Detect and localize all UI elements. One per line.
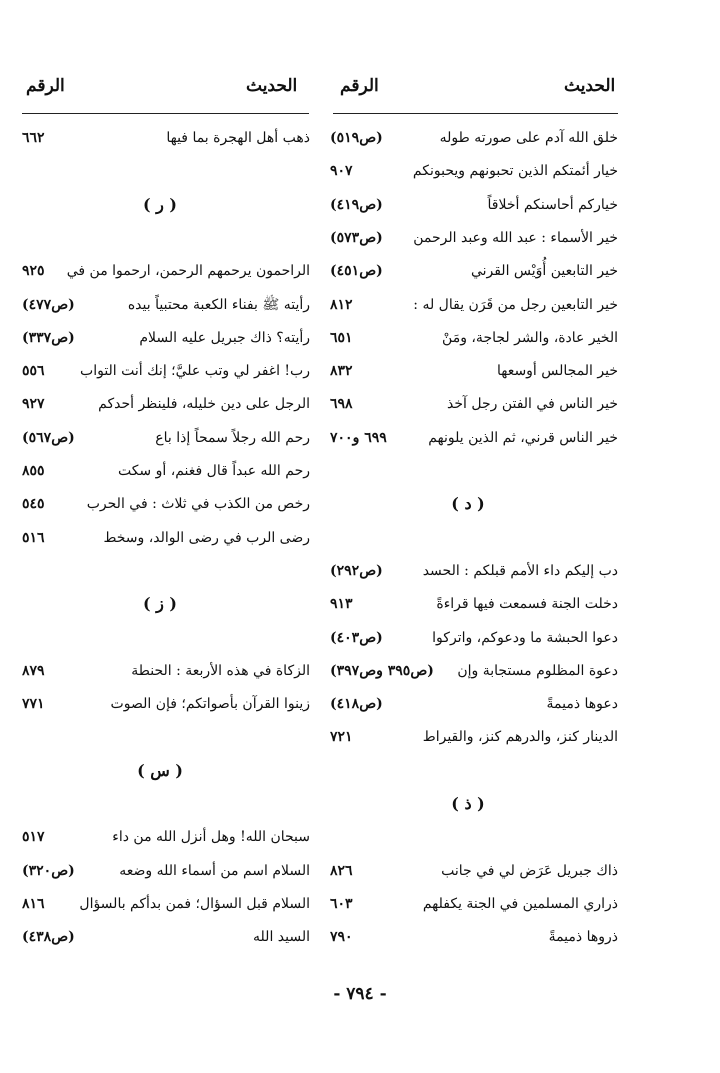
hadith-number: (ص٥١٩) xyxy=(330,130,383,146)
index-entry xyxy=(10,824,310,850)
hadith-text: خير الناس في الفتن رجل آخذ xyxy=(447,396,618,413)
index-entry xyxy=(318,691,618,717)
hadith-text: دب إليكم داء الأمم قبلكم : الحسد xyxy=(422,562,618,579)
hadith-number: (ص٤٠٣) xyxy=(330,629,383,646)
index-entry xyxy=(318,125,618,151)
hadith-number: (ص٥٧٣) xyxy=(330,229,383,246)
index-entry xyxy=(10,924,310,950)
hadith-text: السلام اسم من أسماء الله وضعه xyxy=(119,862,310,879)
index-entry xyxy=(10,458,310,484)
hadith-text: خير الأسماء : عبد الله وعبد الرحمن xyxy=(413,229,618,246)
header-divider-left xyxy=(22,113,309,114)
section-letter-heading: ( د ) xyxy=(451,494,485,514)
hadith-number: ٩٢٥ xyxy=(22,263,45,280)
index-entry xyxy=(10,358,310,384)
index-entry xyxy=(10,258,310,284)
hadith-text: خير المجالس أوسعها xyxy=(496,363,618,380)
hadith-text: الخير عادة، والشر لجاجة، ومَنْ xyxy=(442,329,618,346)
hadith-text: خيار أئمتكم الذين تحبونهم ويحبونكم xyxy=(412,163,618,180)
index-entry xyxy=(318,158,618,184)
index-entry xyxy=(10,292,310,318)
index-entry xyxy=(10,391,310,417)
hadith-text: رحم الله عبداً قال فغنم، أو سكت xyxy=(117,463,310,479)
left-header-hadith: الحديث xyxy=(246,76,298,96)
index-entry xyxy=(318,358,618,384)
hadith-number: ٥١٦ xyxy=(22,529,45,546)
hadith-text: الدينار كنز، والدرهم كنز، والقيراط xyxy=(422,729,618,746)
index-entry xyxy=(318,292,618,318)
section-letter-heading: ( س ) xyxy=(137,760,183,780)
hadith-text: الرجل على دين خليله، فلينظر أحدكم xyxy=(98,396,310,413)
index-entry xyxy=(318,558,618,584)
hadith-number: ٩٠٧ xyxy=(330,163,353,180)
hadith-number: (ص٤٣٨) xyxy=(22,929,75,946)
hadith-number: ٨١٢ xyxy=(330,296,353,313)
index-entry xyxy=(10,491,310,517)
hadith-number: ٧٧١ xyxy=(22,696,45,713)
hadith-number: ٦٩٩ و٧٠٠ xyxy=(330,429,387,446)
hadith-text: رضى الرب في رضى الوالد، وسخط xyxy=(103,529,310,546)
section-letter-heading: ( ذ ) xyxy=(451,794,485,813)
section-letter-heading: ( ز ) xyxy=(142,594,177,614)
hadith-text: رخص من الكذب في ثلاث : في الحرب xyxy=(86,496,310,513)
hadith-number: (ص٣٩٥ وص٣٩٧) xyxy=(330,662,434,679)
hadith-number: (ص٢٩٢) xyxy=(330,562,383,579)
index-entry xyxy=(318,658,618,684)
hadith-text: ذهب أهل الهجرة بما فيها xyxy=(166,130,310,146)
hadith-text: رحم الله رجلاً سمحاً إذا باع xyxy=(155,429,310,446)
hadith-text: دخلت الجنة فسمعت فيها قراءةً xyxy=(436,596,618,613)
index-entry xyxy=(318,258,618,284)
index-entry xyxy=(10,891,310,917)
hadith-number: ٦٥١ xyxy=(330,329,353,346)
hadith-number: ٩٢٧ xyxy=(22,396,45,413)
right-header-hadith: الحديث xyxy=(564,76,616,96)
hadith-text: رب! اغفر لي وتب عليَّ؛ إنك أنت التواب xyxy=(80,363,310,380)
hadith-text: ذراري المسلمين في الجنة يكفلهم xyxy=(422,895,618,912)
hadith-text: خلق الله آدم على صورته طوله xyxy=(439,130,618,146)
hadith-number: (ص٤٥١) xyxy=(330,263,383,280)
hadith-number: ٦٠٣ xyxy=(330,895,353,912)
hadith-number: (ص٣٣٧) xyxy=(22,329,75,346)
hadith-number: ٨٢٦ xyxy=(330,862,353,879)
index-entry xyxy=(10,125,310,151)
hadith-text: دعوها ذميمةً xyxy=(546,696,618,713)
index-entry xyxy=(318,391,618,417)
hadith-number: ٨٧٩ xyxy=(22,662,45,679)
index-entry xyxy=(318,724,618,750)
hadith-text: زينوا القرآن بأصواتكم؛ فإن الصوت xyxy=(110,696,310,713)
hadith-text: رأيته؟ ذاك جبريل عليه السلام xyxy=(139,329,310,346)
hadith-number: ٥٤٥ xyxy=(22,496,45,513)
hadith-text: الزكاة في هذه الأربعة : الحنطة xyxy=(131,662,310,679)
hadith-number: (ص٤١٩) xyxy=(330,196,383,213)
hadith-number: ٦٩٨ xyxy=(330,396,353,413)
index-entry xyxy=(10,325,310,351)
hadith-text: الراحمون يرحمهم الرحمن، ارحموا من في xyxy=(66,263,310,280)
index-entry xyxy=(318,924,618,950)
hadith-text: خير الناس قرني، ثم الذين يلونهم xyxy=(428,429,618,446)
index-entry xyxy=(318,225,618,251)
header-divider-right xyxy=(333,113,618,114)
hadith-number: ٦٦٢ xyxy=(22,130,45,146)
left-header-number: الرقم xyxy=(26,76,65,96)
hadith-text: السيد الله xyxy=(253,929,310,946)
hadith-text: خير التابعين رجل من قَرَن يقال له : xyxy=(413,296,618,313)
hadith-text: سبحان الله! وهل أنزل الله من داء xyxy=(112,829,310,846)
hadith-number: ٧٢١ xyxy=(330,729,353,746)
index-entry xyxy=(318,325,618,351)
hadith-number: ٨٥٥ xyxy=(22,463,45,479)
hadith-text: ذروها ذميمةً xyxy=(548,929,618,946)
hadith-number: (ص٤٧٧) xyxy=(22,296,75,313)
index-entry xyxy=(10,691,310,717)
index-entry xyxy=(10,425,310,451)
hadith-text: رأيته ﷺ بفناء الكعبة محتبياً بيده xyxy=(127,296,310,313)
hadith-number: ٨١٦ xyxy=(22,895,45,912)
hadith-text: دعوة المظلوم مستجابة وإن xyxy=(457,662,618,679)
index-entry xyxy=(10,858,310,884)
hadith-text: ذاك جبريل عَرَض لي في جانب xyxy=(441,862,618,879)
right-header-number: الرقم xyxy=(340,76,379,96)
hadith-number: (ص٣٢٠) xyxy=(22,862,75,879)
hadith-text: السلام قبل السؤال؛ فمن بدأكم بالسؤال xyxy=(79,895,310,912)
index-entry xyxy=(10,525,310,551)
hadith-text: دعوا الحبشة ما ودعوكم، واتركوا xyxy=(432,629,618,646)
hadith-text: خياركم أحاسنكم أخلاقاً xyxy=(487,196,618,213)
index-entry xyxy=(318,192,618,218)
hadith-number: ٩١٣ xyxy=(330,596,353,613)
section-letter-heading: ( ر ) xyxy=(142,194,177,214)
hadith-number: (ص٥٦٧) xyxy=(22,429,75,446)
index-entry xyxy=(318,591,618,617)
hadith-text: خير التابعين أُوَيْس القرني xyxy=(470,263,618,280)
hadith-number: ٨٣٢ xyxy=(330,363,353,380)
hadith-number: ٥١٧ xyxy=(22,829,45,846)
index-entry xyxy=(10,658,310,684)
page-number: - ٧٩٤ - xyxy=(333,984,387,1004)
hadith-number: ٥٥٦ xyxy=(22,363,45,380)
hadith-number: ٧٩٠ xyxy=(330,929,353,946)
index-entry xyxy=(318,625,618,651)
index-entry xyxy=(318,858,618,884)
index-entry xyxy=(318,425,618,451)
hadith-number: (ص٤١٨) xyxy=(330,696,383,713)
index-entry xyxy=(318,891,618,917)
